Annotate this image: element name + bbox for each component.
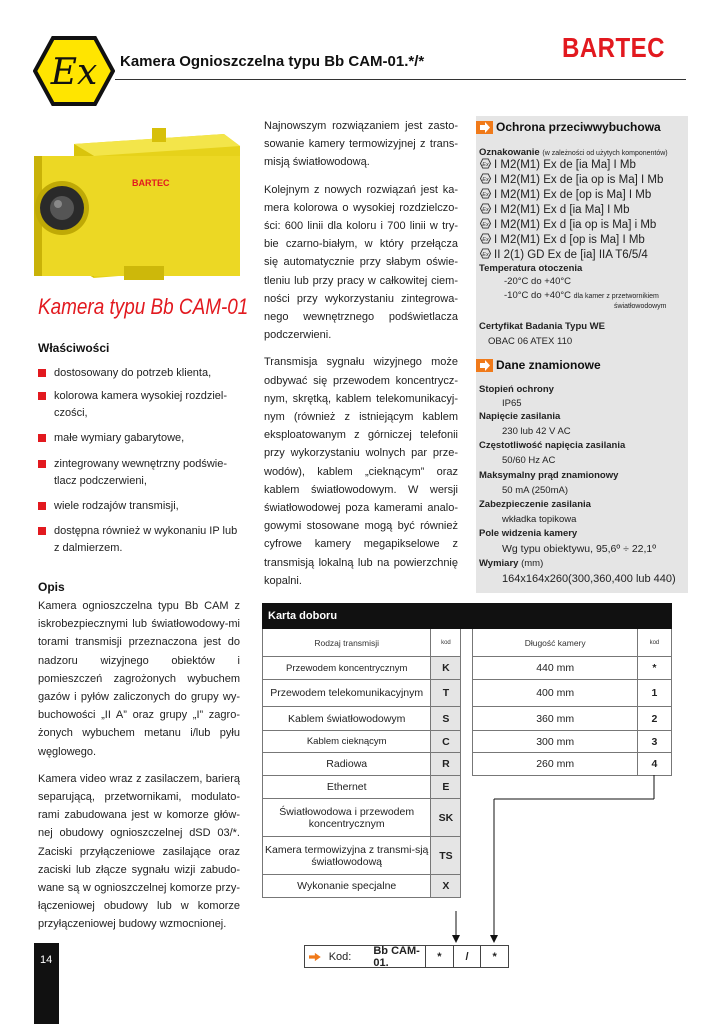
svg-text:Ex: Ex: [482, 161, 489, 168]
rating-label-text: Pole widzenia kamery: [479, 528, 578, 539]
length-cell: 260 mm: [473, 753, 637, 776]
transmission-cell: Przewodem telekomunikacyjnym: [263, 680, 431, 707]
connector-lines: [262, 775, 682, 947]
marking-text: I M2(M1) Ex de [op is Ma] I Mb: [494, 189, 652, 201]
temp-note: dla kamer z przetwornikiem: [573, 293, 659, 300]
rating-label-text: Zabezpieczenie zasilania: [479, 499, 591, 510]
rating-label-text: Maksymalny prąd znamionowy: [479, 470, 619, 481]
marking-label-text: Oznakowanie: [479, 147, 540, 158]
rating-label: [479, 384, 554, 395]
rating-label: [479, 470, 618, 481]
rating-label: [479, 440, 625, 451]
ex-hexagon-icon: [480, 158, 491, 169]
protection-heading: [476, 118, 688, 138]
order-code-label: [305, 946, 425, 967]
marking-line: [480, 233, 645, 246]
marking-line: [480, 218, 656, 231]
list-item: wiele rodzajów transmisji,: [38, 498, 242, 515]
ex-hexagon-icon: [480, 203, 491, 214]
length-cell: 360 mm: [473, 707, 637, 731]
marking-line: [480, 173, 663, 186]
cert-value: OBAC 06 ATEX 110: [488, 336, 573, 347]
middle-column-text: [264, 117, 458, 599]
list-item: dostosowany do potrzeb klienta,: [38, 365, 242, 382]
code-cell: 2: [637, 707, 671, 731]
ex-atex-logo-icon: [33, 36, 115, 106]
list-item: małe wymiary gabarytowe,: [38, 430, 242, 447]
cert-label: [479, 321, 605, 332]
brand-logo: BARTEC: [562, 32, 665, 63]
ex-hexagon-icon: [480, 173, 491, 184]
rating-value: IP65: [502, 398, 522, 409]
length-cell: 440 mm: [473, 657, 637, 680]
marking-text: II 2(1) GD Ex de [ia] IIA T6/5/4: [494, 249, 648, 261]
order-code-slot: *: [480, 946, 508, 967]
ratings-heading-label: Dane znamionowe: [496, 358, 601, 372]
temp-value-2-text: -10°C do +40°C: [504, 290, 572, 301]
product-title: Kamera typu Bb CAM-01: [38, 294, 249, 319]
transmission-cell: Kablem cieknącym: [263, 731, 431, 753]
transmission-cell: Radiowa: [263, 753, 431, 776]
description-heading: Opis: [38, 580, 65, 594]
svg-text:Ex: Ex: [482, 206, 489, 213]
code-cell: R: [431, 753, 461, 776]
length-cell: 400 mm: [473, 680, 637, 707]
header-divider: [115, 79, 686, 80]
features-list: [38, 365, 242, 557]
table-caption: Karta doboru: [263, 604, 672, 629]
length-cell: 300 mm: [473, 731, 637, 753]
column-header: kod: [431, 629, 461, 657]
table-row: [263, 731, 672, 753]
code-cell: 1: [637, 680, 671, 707]
marking-line: [480, 188, 651, 201]
rating-label: [479, 411, 560, 422]
marking-text: I M2(M1) Ex d [ia op is Ma] i Mb: [494, 219, 657, 231]
ex-logo-text: Ex: [50, 52, 98, 93]
temp-label-text: Temperatura otoczenia: [479, 263, 583, 274]
features-heading: Właściwości: [38, 341, 110, 355]
table-row: [263, 680, 672, 707]
transmission-cell: Przewodem koncentrycznym: [263, 657, 431, 680]
code-cell: 4: [637, 753, 671, 776]
ratings-heading: [476, 356, 688, 376]
table-row: [263, 657, 672, 680]
paragraph: Transmisja sygnału wizyjnego może odbywać się przewodem koncentrycz-nym, skrętką, kablem telekomunikacyj-nym (również z istniejącym kablem eksploatowanym z górniczej telefonii przy wykorzystaniu wolnych par prze-wodów), kablem „cieknącym” oraz kablem światłowodowym. W wersji światłowodowej poza kamerami analo-gowymi stosowane mogą być również cyfrowe kamery megapikselowe z transmisją lokalną lub na powierzchnię kopalni.: [264, 356, 458, 587]
protection-heading-label: Ochrona przeciwwybuchowa: [496, 120, 661, 134]
marking-text: I M2(M1) Ex de [ia Ma] I Mb: [494, 159, 636, 171]
marking-line: [480, 203, 629, 216]
marking-line: [480, 158, 636, 171]
description-text: [38, 597, 240, 943]
code-cell: *: [637, 657, 671, 680]
code-cell: 3: [637, 731, 671, 753]
code-cell: SK: [431, 799, 461, 837]
order-code-box: [304, 945, 509, 968]
dimensions-label-text: Wymiary: [479, 558, 519, 569]
camera-label: BARTEC: [132, 178, 170, 188]
dimensions-label: [479, 558, 543, 569]
list-item: dostępna również w wykonaniu IP lub z dalmierzem.: [38, 523, 242, 557]
rating-label: [479, 499, 591, 510]
order-code-label-text: Kod:: [328, 950, 352, 963]
marking-note: (w zależności od użytych komponentów): [542, 150, 668, 157]
dimensions-unit: (mm): [521, 558, 544, 569]
rating-value: wkładka topikowa: [502, 514, 577, 525]
transmission-cell: Kamera termowizyjna z transmi-sją światłowodową: [263, 837, 431, 875]
code-cell: C: [431, 731, 461, 753]
page-number: 14: [40, 954, 53, 966]
table-row: [263, 707, 672, 731]
transmission-cell: Światłowodowa i przewodem koncentrycznym: [263, 799, 431, 837]
list-item: kolorowa kamera wysokiej rozdziel-czości,: [38, 388, 242, 422]
svg-text:Ex: Ex: [482, 176, 489, 183]
camera-product-photo: [34, 126, 242, 286]
paragraph: Kolejnym z nowych rozwiązań jest ka-mera kolorowa o wysokiej rozdzielczo-ści: 600 linii dla koloru i 700 linii w try-bie czarno-białym, w który przełącza się automatycznie przy słabym oświe-tleniu lub przy pracy w całkowitej ciem-ności przy wykorzystaniu zintegrowa-nego wewnętrznego podświetlacza podczerwieni.: [264, 183, 458, 342]
rating-value: 50 mA (250mA): [502, 485, 568, 496]
order-code-slot: *: [425, 946, 453, 967]
code-cell: E: [431, 776, 461, 799]
order-code-base: Bb CAM-01.: [373, 944, 420, 969]
ex-hexagon-icon: [480, 188, 491, 199]
svg-text:Ex: Ex: [482, 236, 489, 243]
rating-label-text: Stopień ochrony: [479, 384, 554, 395]
paragraph: Kamera ognioszczelna typu Bb CAM z iskrobezpiecznymi lub światłowodowy-mi torami transmisji przeznaczona jest do nadzoru wizyjnego obiektów i pomieszczeń zagrożonych wybuchem gazów i pyłów zaliczonych do grupy wy-buchowości „II A” oraz grupy „I” zagro-żonych wybuchem metanu i/lub pyłu węglowego.: [38, 600, 240, 758]
rating-value: 230 lub 42 V AC: [502, 426, 571, 437]
ex-hexagon-icon: [480, 248, 491, 259]
code-cell: T: [431, 680, 461, 707]
rating-label: [479, 528, 577, 539]
rating-value: Wg typu obiektywu, 95,6º ÷ 22,1º: [502, 543, 657, 555]
rating-value: 50/60 Hz AC: [502, 455, 556, 466]
arrow-right-icon: [309, 952, 321, 962]
svg-text:Ex: Ex: [482, 191, 489, 198]
table-row: [263, 753, 672, 776]
arrow-right-icon: [476, 359, 493, 372]
rating-label-text: Częstotliwość napięcia zasilania: [479, 440, 626, 451]
svg-text:Ex: Ex: [482, 251, 489, 258]
column-header: kod: [637, 629, 671, 657]
marking-text: I M2(M1) Ex de [ia op is Ma] I Mb: [494, 174, 664, 186]
code-cell: S: [431, 707, 461, 731]
temp-value-2: [504, 290, 659, 301]
order-code-separator: /: [453, 946, 481, 967]
specs-panel: [476, 116, 688, 593]
code-cell: TS: [431, 837, 461, 875]
paragraph: Najnowszym rozwiązaniem jest zasto-sowanie kamery termowizyjnej z trans-misją światłowodową.: [264, 120, 458, 169]
page-title: Kamera Ognioszczelna typu Bb CAM-01.*/*: [120, 53, 425, 70]
temp-note-2: światłowodowym: [614, 303, 667, 310]
marking-line: [480, 248, 648, 261]
list-item: zintegrowany wewnętrzny podświe-tlacz podczerwieni,: [38, 456, 242, 490]
marking-text: I M2(M1) Ex d [ia Ma] I Mb: [494, 204, 630, 216]
code-cell: K: [431, 657, 461, 680]
rating-label-text: Napięcie zasilania: [479, 411, 561, 422]
dimensions-value: 164x164x260(300,360,400 lub 440): [502, 573, 676, 585]
code-cell: X: [431, 875, 461, 898]
svg-text:Ex: Ex: [482, 221, 489, 228]
transmission-cell: Ethernet: [263, 776, 431, 799]
cert-label-text: Certyfikat Badania Typu WE: [479, 321, 605, 332]
ex-hexagon-icon: [480, 233, 491, 244]
temp-value-1: -20°C do +40°C: [504, 276, 572, 287]
marking-label: [479, 147, 668, 158]
ex-hexagon-icon: [480, 218, 491, 229]
marking-text: I M2(M1) Ex d [op is Ma] I Mb: [494, 234, 645, 246]
transmission-cell: Wykonanie specjalne: [263, 875, 431, 898]
transmission-cell: Kablem światłowodowym: [263, 707, 431, 731]
column-header: Długość kamery: [473, 629, 637, 657]
temp-label: [479, 263, 582, 274]
column-header: Rodzaj transmisji: [263, 629, 431, 657]
arrow-right-icon: [476, 121, 493, 134]
paragraph: Kamera video wraz z zasilaczem, barierą separującą, przetwornikami, modulato-rami zabudowana jest w komorze głów-nej obudowy ognioszczelnej dSD 03/*. Zaciski przyłączeniowe zasilające oraz zaciski lub złącze sygnału wizji zabudo-wane są w ognioszczelnej komorze przy-łączeniowej obudowy lub w komorze przyłączeniowej budowy wzmocnionej.: [38, 772, 240, 931]
